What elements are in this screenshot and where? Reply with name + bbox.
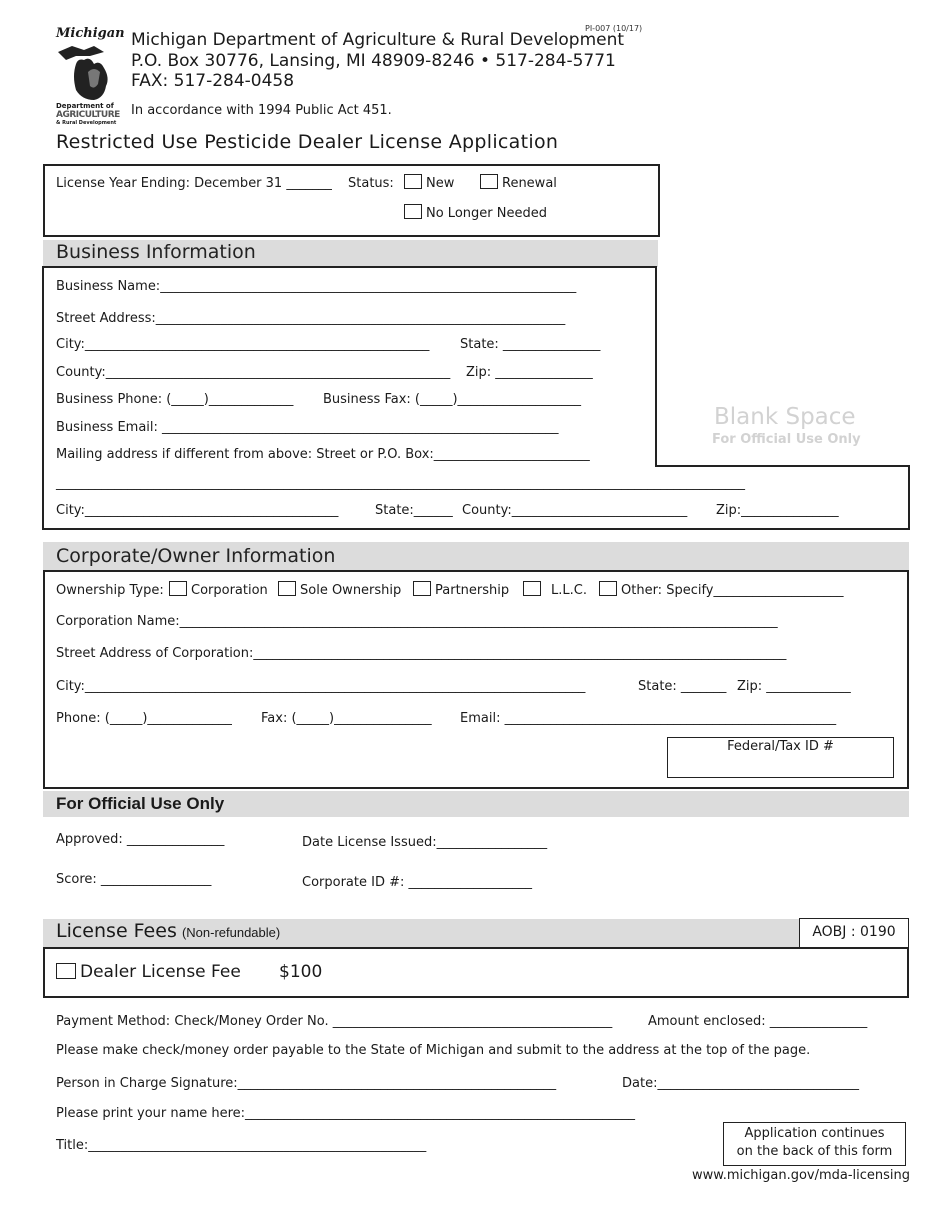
ownership-llc[interactable] xyxy=(523,581,587,598)
fees-title xyxy=(56,920,280,942)
dealer-license-fee-label: Dealer License Fee xyxy=(80,962,241,982)
city-field[interactable]: City:_____________________________________________________ xyxy=(56,337,430,352)
michigan-map-icon xyxy=(54,42,122,104)
ownership-corporation-checkbox[interactable] xyxy=(169,581,187,596)
dept-fax: FAX: 517-284-0458 xyxy=(131,71,295,91)
logo-line1: Department of xyxy=(56,102,114,110)
corporation-street-field[interactable]: Street Address of Corporation:__________________________________________________________________________________ xyxy=(56,646,787,661)
ownership-sole-checkbox[interactable] xyxy=(278,581,296,596)
ownership-sole-label: Sole Ownership xyxy=(300,583,402,598)
dealer-license-fee[interactable] xyxy=(56,962,241,982)
status-no-longer-needed-checkbox[interactable] xyxy=(404,204,422,219)
ownership-partnership-checkbox[interactable] xyxy=(413,581,431,596)
corporation-state-field[interactable]: State: _______ xyxy=(638,679,727,694)
state-field[interactable]: State: _______________ xyxy=(460,337,601,352)
tax-id-label: Federal/Tax ID # xyxy=(727,739,834,754)
mailing-city-field[interactable]: City:_______________________________________ xyxy=(56,503,339,518)
continues-line2: on the back of this form xyxy=(736,1144,893,1159)
dept-name: Michigan Department of Agriculture & Rural Development xyxy=(131,30,625,50)
title-field[interactable]: Title:____________________________________________________ xyxy=(56,1138,427,1153)
payment-instructions: Please make check/money order payable to the State of Michigan and submit to the address at the top of the page. xyxy=(56,1043,811,1058)
status-no-longer-needed[interactable] xyxy=(404,204,547,221)
status-new-checkbox[interactable] xyxy=(404,174,422,189)
fees-subtitle: (Non-refundable) xyxy=(181,925,281,940)
mailing-address-line[interactable]: __________________________________________________________________________________________________________ xyxy=(56,476,745,491)
date-license-issued-field: Date License Issued:_________________ xyxy=(302,835,548,850)
print-name-field[interactable]: Please print your name here:____________________________________________________________ xyxy=(56,1106,636,1121)
status-label: Status: xyxy=(348,176,394,191)
fees-title-text: License Fees xyxy=(56,920,177,942)
corporation-zip-field[interactable]: Zip: _____________ xyxy=(737,679,851,694)
signature-date-field[interactable]: Date:_______________________________ xyxy=(622,1076,859,1091)
dealer-license-fee-amount: $100 xyxy=(279,962,323,982)
street-address-field[interactable]: Street Address:_______________________________________________________________ xyxy=(56,311,566,326)
ownership-sole[interactable] xyxy=(278,581,401,598)
status-no-longer-needed-label: No Longer Needed xyxy=(426,206,547,221)
signature-field[interactable]: Person in Charge Signature:_________________________________________________ xyxy=(56,1076,557,1091)
corporate-title: Corporate/Owner Information xyxy=(56,545,336,567)
amount-enclosed-field[interactable]: Amount enclosed: _______________ xyxy=(648,1014,868,1029)
continues-line1: Application continues xyxy=(744,1126,885,1141)
official-title: For Official Use Only xyxy=(56,794,225,813)
status-renewal[interactable] xyxy=(480,174,557,191)
status-new-label: New xyxy=(426,176,455,191)
zip-field[interactable]: Zip: _______________ xyxy=(466,365,593,380)
county-field[interactable]: County:_____________________________________________________ xyxy=(56,365,451,380)
approved-field: Approved: _______________ xyxy=(56,832,225,847)
corporation-email-field[interactable]: Email: ___________________________________________________ xyxy=(460,711,837,726)
ownership-partnership-label: Partnership xyxy=(435,583,510,598)
ownership-other-checkbox[interactable] xyxy=(599,581,617,596)
business-email-field[interactable]: Business Email: _____________________________________________________________ xyxy=(56,420,559,435)
act-note: In accordance with 1994 Public Act 451. xyxy=(131,103,392,118)
ownership-type-label: Ownership Type: xyxy=(56,583,164,598)
form-id: PI-007 (10/17) xyxy=(585,24,643,33)
dealer-license-fee-checkbox[interactable] xyxy=(56,963,76,979)
ownership-llc-checkbox[interactable] xyxy=(523,581,541,596)
ownership-corporation[interactable] xyxy=(169,581,268,598)
license-year-box xyxy=(43,164,660,237)
form-title: Restricted Use Pesticide Dealer License Application xyxy=(56,131,559,153)
corporation-phone-field[interactable]: Phone: (_____)_____________ xyxy=(56,711,232,726)
ownership-corporation-label: Corporation xyxy=(191,583,268,598)
business-fax-field[interactable]: Business Fax: (_____)___________________ xyxy=(323,392,582,407)
dept-address: P.O. Box 30776, Lansing, MI 48909-8246 • 517-284-5771 xyxy=(131,51,616,71)
mailing-county-field[interactable]: County:___________________________ xyxy=(462,503,688,518)
corporation-city-field[interactable]: City:_____________________________________________________________________________ xyxy=(56,679,586,694)
payment-method-field[interactable]: Payment Method: Check/Money Order No. ___________________________________________ xyxy=(56,1014,613,1029)
status-renewal-checkbox[interactable] xyxy=(480,174,498,189)
ownership-other-field[interactable]: Other: Specify____________________ xyxy=(621,583,844,598)
mailing-state-field[interactable]: State:______ xyxy=(375,503,453,518)
status-new[interactable] xyxy=(404,174,454,191)
business-name-field[interactable]: Business Name:________________________________________________________________ xyxy=(56,279,577,294)
blank-space-subtitle: For Official Use Only xyxy=(712,432,861,447)
mailing-address-field[interactable]: Mailing address if different from above: Street or P.O. Box:________________________ xyxy=(56,447,590,462)
corporation-fax-field[interactable]: Fax: (_____)_______________ xyxy=(261,711,432,726)
logo xyxy=(52,26,124,126)
website-link[interactable]: www.michigan.gov/mda-licensing xyxy=(692,1168,911,1183)
logo-script-text: Michigan xyxy=(56,26,125,41)
status-renewal-label: Renewal xyxy=(502,176,557,191)
logo-line3: & Rural Development xyxy=(56,120,117,126)
corporation-name-field[interactable]: Corporation Name:____________________________________________________________________________________________ xyxy=(56,614,778,629)
score-field: Score: _________________ xyxy=(56,872,212,887)
license-year-field[interactable]: License Year Ending: December 31 _______ xyxy=(56,176,332,191)
blank-space-title: Blank Space xyxy=(714,404,856,430)
business-phone-field[interactable]: Business Phone: (_____)_____________ xyxy=(56,392,294,407)
aobj-code: AOBJ : 0190 xyxy=(812,924,896,940)
ownership-other[interactable] xyxy=(599,581,844,598)
mailing-zip-field[interactable]: Zip:_______________ xyxy=(716,503,839,518)
ownership-llc-label: L.L.C. xyxy=(551,583,587,598)
logo-line2: AGRICULTURE xyxy=(56,110,120,120)
corporate-id-field: Corporate ID #: ___________________ xyxy=(302,875,533,890)
ownership-partnership[interactable] xyxy=(413,581,509,598)
business-title: Business Information xyxy=(56,241,256,263)
